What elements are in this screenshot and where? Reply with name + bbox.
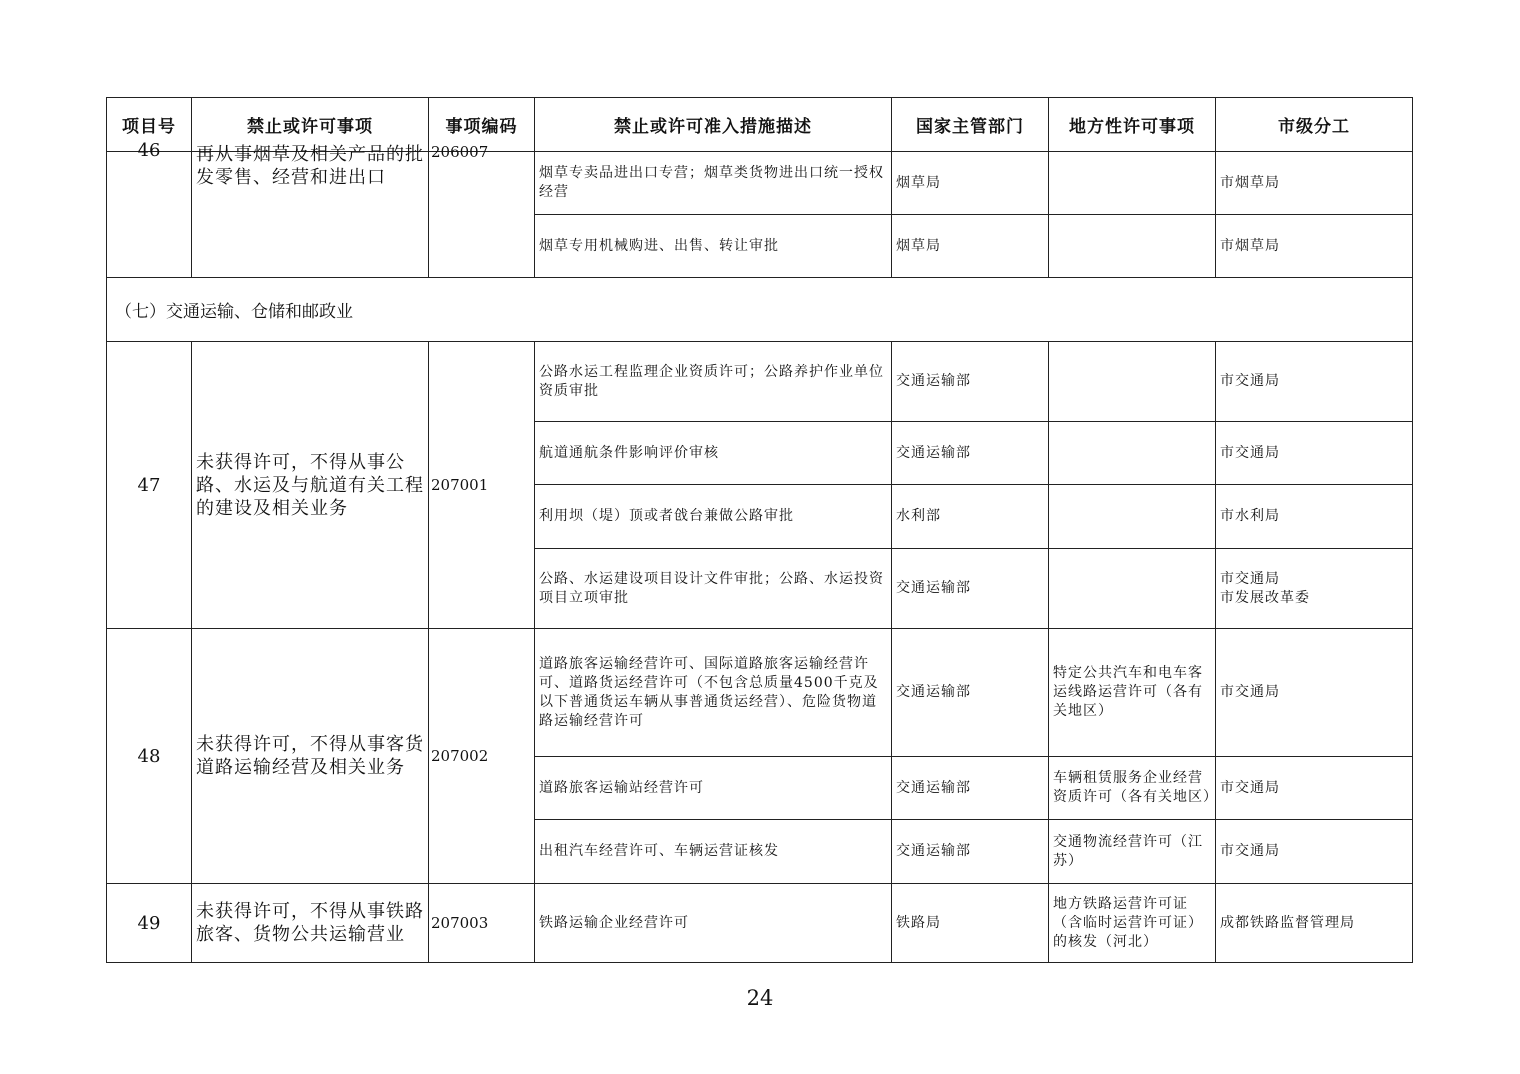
page-number: 24	[746, 986, 774, 1010]
national-department: 交通运输部	[892, 422, 1049, 485]
header-cell: 项目号	[107, 98, 192, 152]
measure-description: 出租汽车经营许可、车辆运营证核发	[535, 820, 892, 884]
city-division: 市水利局	[1216, 485, 1413, 549]
item-text: 未获得许可，不得从事铁路旅客、货物公共运输营业	[192, 884, 429, 963]
row-number: 46	[137, 140, 161, 161]
item-line: 再从事烟草及相关产品的批	[196, 144, 424, 165]
measure-description: 烟草专用机械购进、出售、转让审批	[535, 215, 892, 278]
local-permit	[1049, 485, 1216, 549]
header-cell: 事项编码	[429, 98, 535, 152]
city-division: 市交通局	[1216, 629, 1413, 757]
local-permit	[1049, 549, 1216, 629]
header-cell: 禁止或许可准入措施描述	[535, 98, 892, 152]
local-permit	[1049, 342, 1216, 422]
city-division: 市交通局	[1216, 422, 1413, 485]
code-cell	[429, 143, 535, 278]
row-number: 48	[107, 629, 192, 884]
local-permit: 车辆租赁服务企业经营资质许可（各有关地区）	[1049, 757, 1216, 820]
national-department: 交通运输部	[892, 757, 1049, 820]
measure-description: 利用坝（堤）顶或者戗台兼做公路审批	[535, 485, 892, 549]
permit-table	[106, 97, 1413, 963]
city-division: 市交通局	[1216, 342, 1413, 422]
city-division: 市交通局 市发展改革委	[1216, 549, 1413, 629]
table-row	[107, 884, 1413, 963]
row-number: 47	[107, 342, 192, 629]
item-line: 发零售、经营和进出口	[196, 167, 386, 188]
section-row	[107, 278, 1413, 342]
item-code: 207003	[429, 884, 535, 963]
measure-description: 道路旅客运输经营许可、国际道路旅客运输经营许可、道路货运经营许可（不包含总质量4500千克及以下普通货运车辆从事普通货运经营）、危险货物道路运输经营许可	[535, 629, 892, 757]
row-number: 49	[107, 884, 192, 963]
local-permit	[1049, 215, 1216, 278]
item-code: 207001	[429, 342, 535, 629]
item-code: 207002	[429, 629, 535, 884]
table-row	[107, 629, 1413, 757]
measure-description: 航道通航条件影响评价审核	[535, 422, 892, 485]
local-permit: 地方铁路运营许可证（含临时运营许可证）的核发（河北）	[1049, 884, 1216, 963]
city-division: 市烟草局	[1216, 152, 1413, 215]
city-division: 成都铁路监督管理局	[1216, 884, 1413, 963]
row-number-cell	[107, 140, 192, 278]
local-permit	[1049, 422, 1216, 485]
measure-description: 烟草专卖品进出口专营；烟草类货物进出口统一授权经营	[535, 152, 892, 215]
header-cell: 市级分工	[1216, 98, 1413, 152]
item-code: 206007	[431, 143, 489, 161]
table-row	[107, 152, 1413, 215]
item-text: 未获得许可，不得从事公路、水运及与航道有关工程的建设及相关业务	[192, 342, 429, 629]
national-department: 交通运输部	[892, 342, 1049, 422]
measure-description: 铁路运输企业经营许可	[535, 884, 892, 963]
section-title: （七）交通运输、仓储和邮政业	[107, 278, 1413, 342]
header-cell: 国家主管部门	[892, 98, 1049, 152]
header-cell: 禁止或许可事项	[192, 98, 429, 152]
local-permit: 交通物流经营许可（江苏）	[1049, 820, 1216, 884]
item-cell	[192, 144, 429, 278]
table-row	[107, 342, 1413, 422]
measure-description: 公路水运工程监理企业资质许可；公路养护作业单位资质审批	[535, 342, 892, 422]
national-department: 水利部	[892, 485, 1049, 549]
measure-description: 公路、水运建设项目设计文件审批；公路、水运投资项目立项审批	[535, 549, 892, 629]
header-cell: 地方性许可事项	[1049, 98, 1216, 152]
city-division: 市交通局	[1216, 757, 1413, 820]
item-text: 未获得许可，不得从事客货道路运输经营及相关业务	[192, 629, 429, 884]
national-department: 烟草局	[892, 215, 1049, 278]
national-department: 交通运输部	[892, 549, 1049, 629]
national-department: 交通运输部	[892, 820, 1049, 884]
local-permit	[1049, 152, 1216, 215]
national-department: 烟草局	[892, 152, 1049, 215]
city-division: 市烟草局	[1216, 215, 1413, 278]
national-department: 铁路局	[892, 884, 1049, 963]
city-division: 市交通局	[1216, 820, 1413, 884]
measure-description: 道路旅客运输站经营许可	[535, 757, 892, 820]
national-department: 交通运输部	[892, 629, 1049, 757]
local-permit: 特定公共汽车和电车客运线路运营许可（各有关地区）	[1049, 629, 1216, 757]
